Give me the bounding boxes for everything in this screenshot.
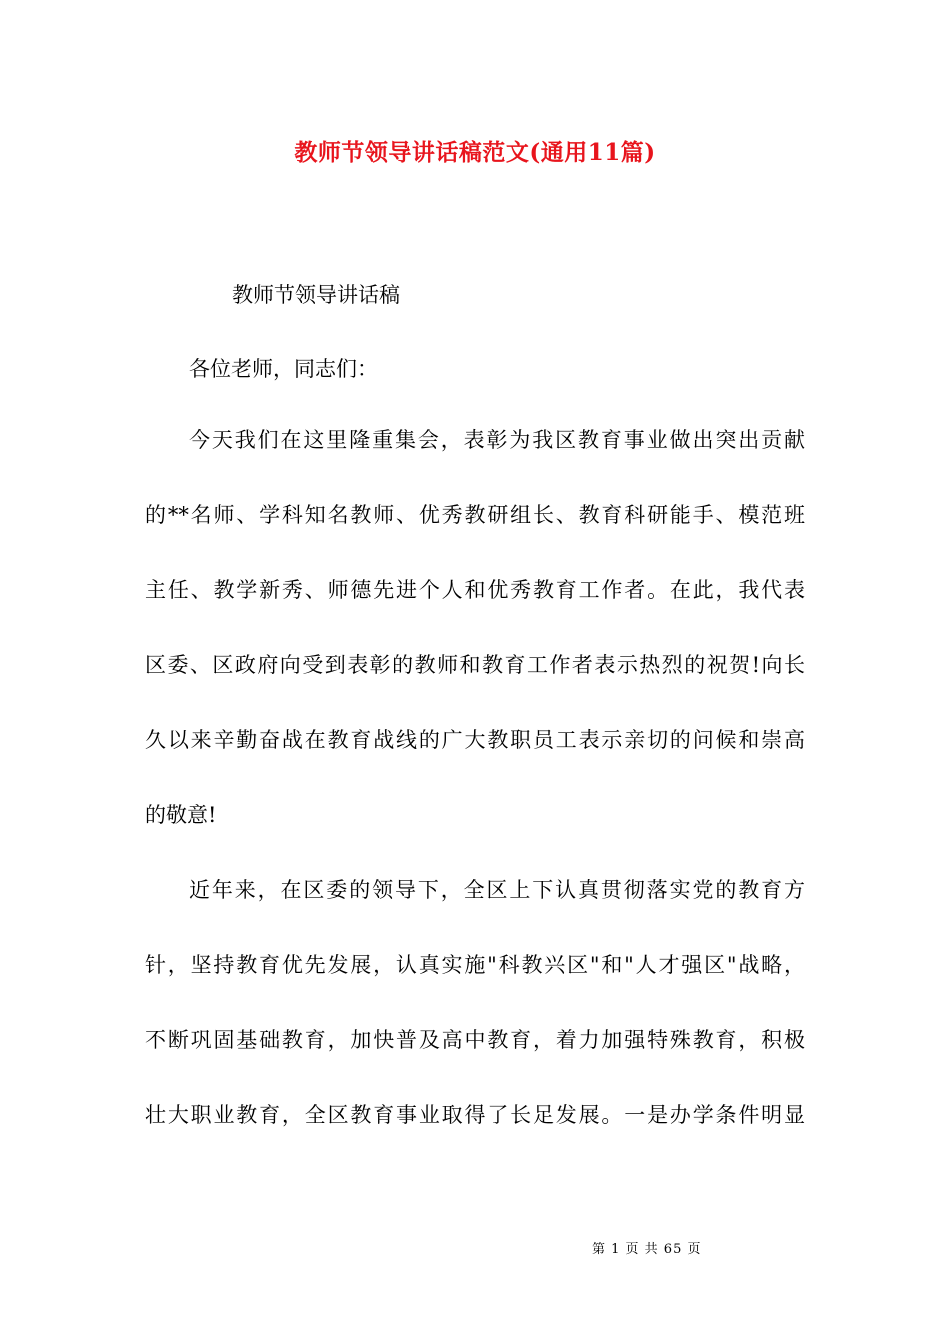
paragraph-1-line-6: 的敬意! [145,803,217,827]
document-subtitle: 教师节领导讲话稿 [232,283,400,307]
paragraph-1-line-4: 区委、区政府向受到表彰的教师和教育工作者表示热烈的祝贺!向长 [145,653,805,677]
paragraph-1-line-3: 主任、教学新秀、师德先进个人和优秀教育工作者。在此，我代表 [145,578,805,602]
salutation: 各位老师，同志们： [189,357,378,381]
paragraph-2-line-1: 近年来，在区委的领导下，全区上下认真贯彻落实党的教育方 [189,878,805,902]
paragraph-1-line-5: 久以来辛勤奋战在教育战线的广大教职员工表示亲切的问候和崇高 [145,728,805,752]
paragraph-2-line-2: 针，坚持教育优先发展，认真实施"科教兴区"和"人才强区"战略， [145,953,805,977]
page-indicator: 第 1 页 共 65 页 [592,1242,702,1257]
paragraph-1-line-2: 的**名师、学科知名教师、优秀教研组长、教育科研能手、模范班 [145,503,805,527]
paragraph-2-line-3: 不断巩固基础教育，加快普及高中教育，着力加强特殊教育，积极 [145,1028,805,1052]
paragraph-1-line-1: 今天我们在这里隆重集会，表彰为我区教育事业做出突出贡献 [189,428,805,452]
paragraph-2-line-4: 壮大职业教育，全区教育事业取得了长足发展。一是办学条件明显 [145,1103,805,1127]
document-title: 教师节领导讲话稿范文(通用11篇) [294,139,656,166]
